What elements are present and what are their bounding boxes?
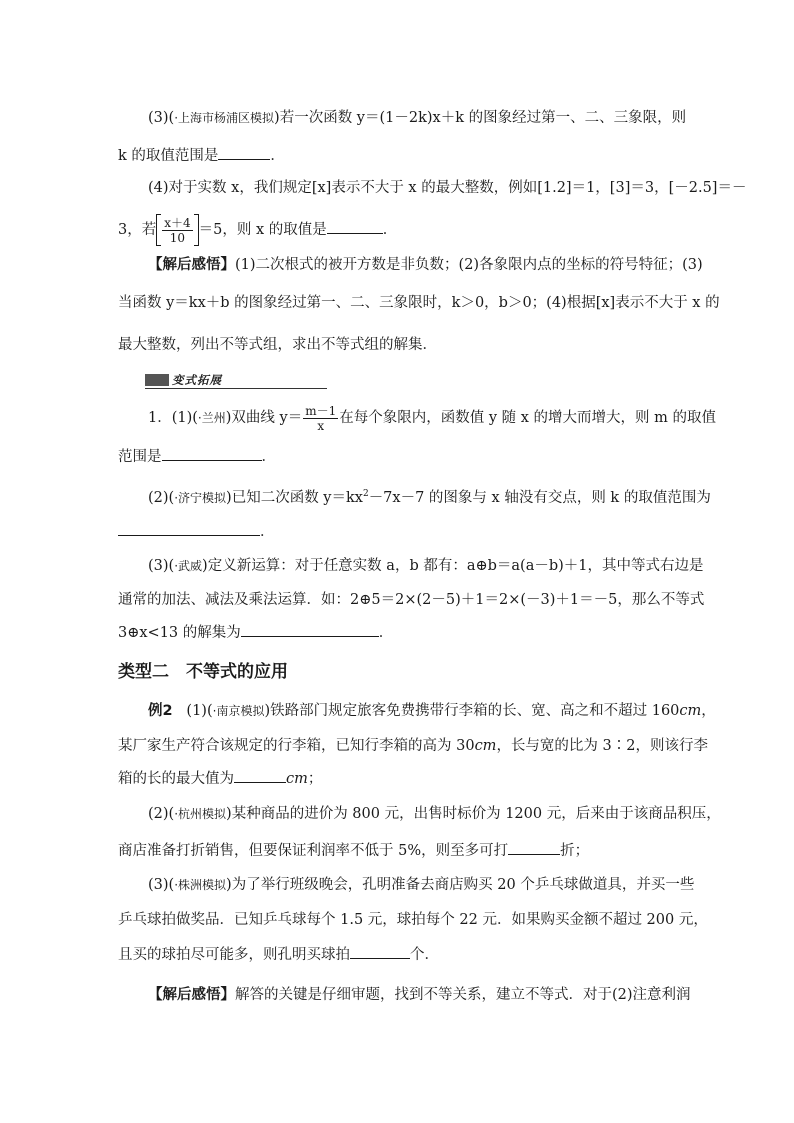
ex1-p2-b: －7x－7 的图象与 x 轴没有交点，则 k 的取值范围为: [368, 489, 711, 506]
ex1-p3-line2: 通常的加法、减法及乘法运算．如：2⊕5＝2×(2－5)＋1＝2×(－3)＋1＝－5，那么不等式: [118, 592, 705, 608]
q3-source: ·上海市杨浦区模拟: [174, 111, 275, 125]
q4-line1: (4)对于实数 x，我们规定[x]表示不大于 x 的最大整数，例如[1.2]＝1，[3]＝3，[－2.5]＝－: [148, 180, 747, 196]
answer-blank[interactable]: [327, 219, 383, 234]
q4-line2-a: 3，若: [118, 222, 157, 238]
frac-numerator: m－1: [305, 403, 337, 418]
exercise-1-part-3-line-2: [118, 590, 704, 610]
q3-text: )若一次函数 y＝(1－2k)x＋k 的图象经过第一、二、三象限，则: [274, 110, 687, 126]
answer-blank[interactable]: [350, 944, 410, 959]
unit-cm: cm: [286, 771, 308, 787]
q3-prefix: (3)(: [148, 110, 175, 126]
ex2-p1-line3: 箱的长的最大值为: [118, 771, 234, 787]
frac-numerator: x＋4: [164, 215, 191, 230]
exponent: 2: [362, 489, 369, 499]
example-label: 例2: [148, 703, 173, 719]
reflection-label: 【解后感悟】: [148, 987, 235, 1003]
ex1-p1-prefix: 1．(1)(: [148, 410, 198, 426]
question-3-line-1: [148, 108, 686, 128]
unit-cm: cm: [474, 738, 497, 754]
ex2-p1-b: ，: [701, 703, 716, 719]
frac-denominator: x: [317, 418, 325, 433]
reflection-2-line-1: [148, 985, 691, 1005]
ex2-p3-prefix: (3)(: [148, 877, 175, 893]
question-4-line-1: [148, 178, 746, 198]
exercise-1-part-3-line-3: [118, 622, 393, 643]
ex1-p3-source: ·武威: [174, 559, 203, 573]
answer-blank[interactable]: [234, 768, 286, 783]
ex2-p3-end: 个．: [410, 947, 439, 963]
example-2-part-1-line-2: [118, 736, 708, 756]
section-title: 类型二 不等式的应用: [118, 662, 288, 682]
example-2-part-1-line-3: [118, 768, 322, 789]
reflection-1-line-3: [118, 335, 437, 355]
ex1-p2-a: )已知二次函数 y＝kx: [226, 489, 363, 506]
reflect1-line2: 当函数 y＝kx＋b 的图象经过第一、二、三象限时，k＞0，b＞0；(4)根据[x]表示不大于 x 的: [118, 295, 720, 311]
ex1-p3-prefix: (3)(: [148, 558, 175, 574]
ex2-p1-end: ；: [307, 771, 323, 787]
reflection-label: 【解后感悟】: [148, 257, 235, 273]
ex1-p2-end: ．: [260, 524, 275, 540]
example-2-part-3-line-1: [148, 875, 694, 895]
frac-denominator: 10: [169, 230, 186, 245]
ex2-p2-end: 折；: [560, 843, 590, 859]
ex2-p2-prefix: (2)(: [148, 806, 175, 822]
ex2-p3-line3: 且买的球拍尽可能多，则孔明买球拍: [118, 947, 350, 963]
question-4-line-2: [118, 214, 397, 246]
ex1-p1-end: ．: [261, 449, 276, 465]
section-heading: [118, 660, 288, 684]
example-2-part-3-line-2: [118, 910, 708, 930]
q3-line2: k 的取值范围是: [118, 148, 219, 164]
variant-extension-banner: [145, 374, 327, 389]
exercise-1-part-1-line-2: [118, 446, 276, 467]
ex1-p3-a: )定义新运算：对于任意实数 a，b 都有：a⊕b＝a(a－b)＋1，其中等式右边是: [202, 558, 704, 574]
ex2-p3-line2: 乒乓球拍做奖品．已知乒乓球每个 1.5 元，球拍每个 22 元．如果购买金额不超过 200 元，: [118, 912, 708, 928]
reflection-1-line-1: [148, 255, 703, 275]
reflect2-text: 解答的关键是仔细审题，找到不等关系，建立不等式．对于(2)注意利润: [235, 987, 691, 1003]
banner-title: 变式拓展: [172, 373, 222, 387]
exercise-1-part-2-line-1: [148, 484, 711, 508]
ex1-p3-line3: 3⊕x<13 的解集为: [118, 625, 241, 641]
q4-line2-b: ＝5，则 x 的取值是: [198, 222, 327, 238]
ex1-p1-b: 在每个象限内，函数值 y 随 x 的增大而增大，则 m 的取值: [339, 410, 717, 426]
example-2-part-2-line-1: [148, 804, 721, 824]
ex2-p3-a: )为了举行班级晚会，孔明准备去商店购买 20 个乒乓球做道具，并买一些: [226, 877, 695, 893]
example-2-part-2-line-2: [118, 840, 589, 861]
ex2-p2-source: ·杭州模拟: [174, 807, 227, 821]
exercise-1-part-2-line-2: [118, 521, 275, 542]
example-2-part-3-line-3: [118, 944, 439, 965]
ex2-p3-source: ·株洲模拟: [174, 878, 227, 892]
ex2-p1-source: ·南京模拟: [212, 704, 265, 718]
hyperbola-fraction: [303, 404, 338, 433]
unit-cm: cm: [679, 703, 702, 719]
ex1-p2-source: ·济宁模拟: [174, 490, 227, 505]
reflect1-line3: 最大整数，列出不等式组，求出不等式组的解集．: [118, 337, 437, 353]
ex1-p3-end: ．: [378, 625, 394, 641]
ex2-p1-line2-b: ，长与宽的比为 3∶2，则该行李: [496, 738, 708, 754]
exercise-1-part-3-line-1: [148, 556, 704, 576]
q4-end: ．: [382, 222, 398, 238]
example-2-part-1-line-1: [148, 701, 716, 721]
answer-blank[interactable]: [162, 446, 262, 461]
ex2-p1-a: )铁路部门规定旅客免费携带行李箱的长、宽、高之和不超过 160: [264, 703, 680, 719]
ex1-p1-a: )双曲线 y＝: [225, 410, 303, 426]
ex1-p2-prefix: (2)(: [148, 489, 175, 506]
answer-blank[interactable]: [241, 622, 379, 637]
ex2-p1-line2: 某厂家生产符合该规定的行李箱，已知行李箱的高为 30: [118, 738, 475, 754]
q3-end: ．: [270, 148, 285, 164]
answer-blank[interactable]: [218, 145, 270, 160]
exercise-1-part-1-line-1: [148, 402, 716, 434]
q4-fraction: [162, 216, 192, 245]
ex1-p1-line2: 范围是: [118, 449, 162, 465]
reflection-1-line-2: [118, 293, 720, 313]
answer-blank[interactable]: [118, 521, 260, 536]
ex2-p2-a: )某种商品的进价为 800 元，出售时标价为 1200 元，后来由于该商品积压，: [226, 806, 721, 822]
banner-block: [145, 374, 169, 386]
ex2-p1-prefix: (1)(: [186, 703, 213, 719]
ex1-p1-source: ·兰州: [197, 411, 226, 425]
answer-blank[interactable]: [508, 840, 560, 855]
question-3-line-2: [118, 145, 285, 166]
ex2-p2-line2: 商店准备打折销售，但要保证利润率不低于 5%，则至多可打: [118, 843, 509, 859]
reflect1-line1: (1)二次根式的被开方数是非负数；(2)各象限内点的坐标的符号特征；(3): [235, 257, 703, 273]
floor-bracket: [156, 214, 198, 246]
